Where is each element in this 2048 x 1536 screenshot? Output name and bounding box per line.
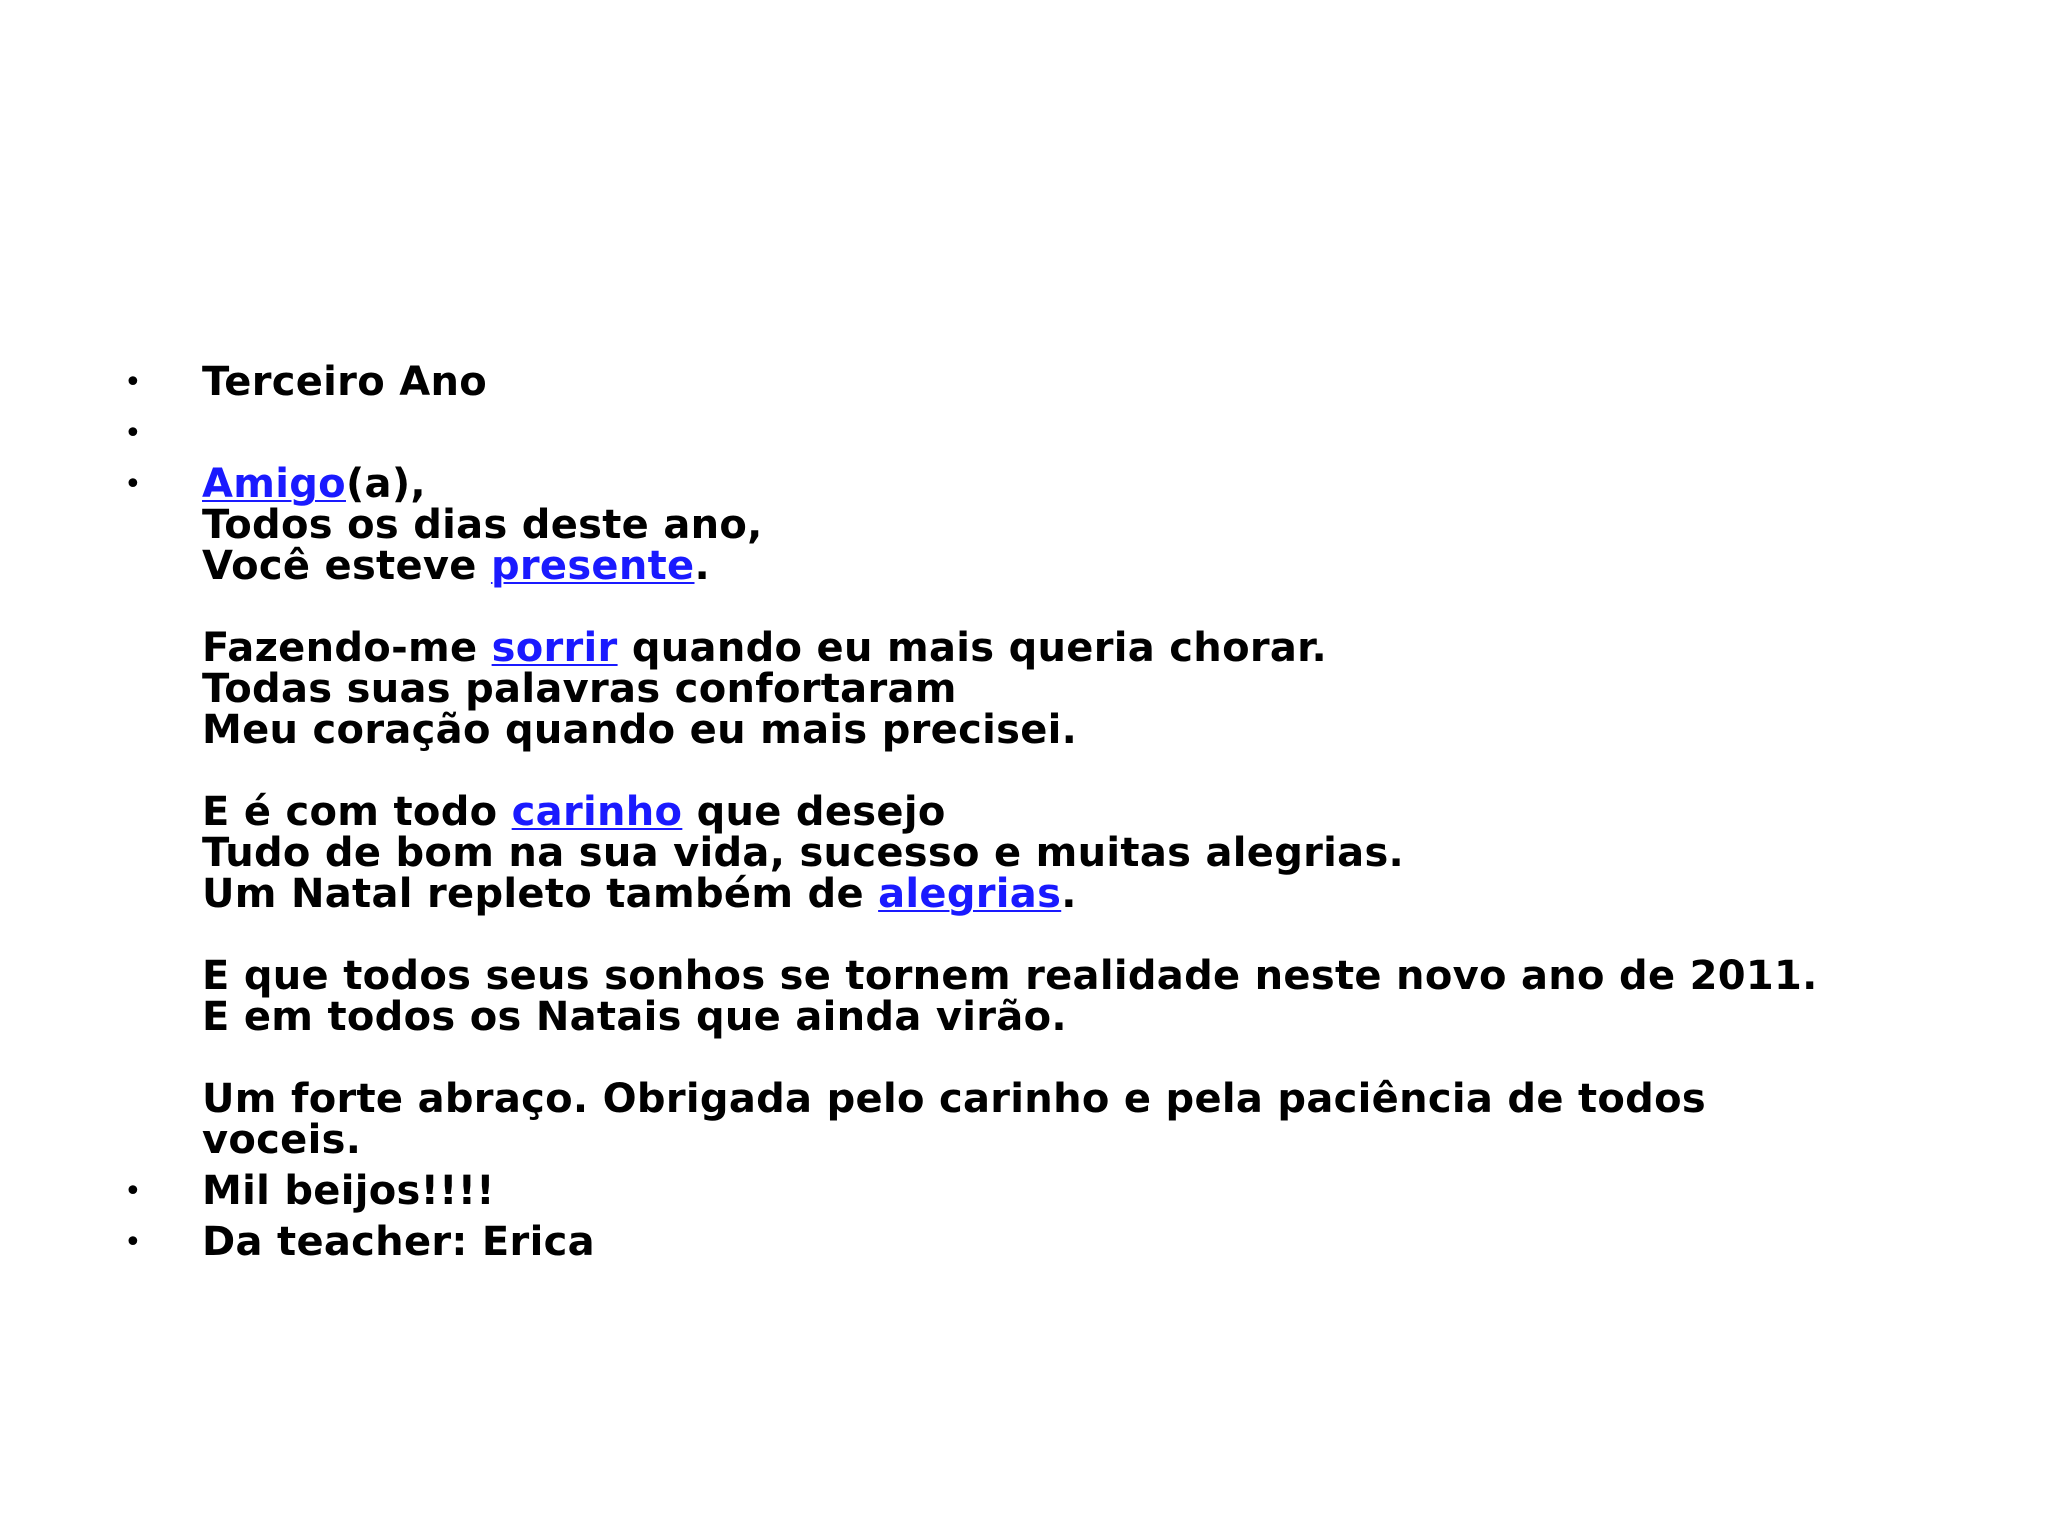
message-text: Um Natal repleto também de: [202, 871, 879, 917]
message-line: [202, 871, 1920, 917]
bullet-icon: •: [124, 1225, 142, 1260]
link-alegrias[interactable]: alegrias: [878, 871, 1062, 917]
message-text: .: [694, 543, 710, 589]
bullet-item-kisses: [120, 1168, 1920, 1214]
blank-line: [202, 915, 1920, 956]
message-line: E que todos seus sonhos se tornem realidade neste novo ano de 2011.: [202, 953, 1818, 999]
message-line: [202, 543, 1920, 589]
message-text: Você esteve: [202, 543, 491, 589]
message-line: [202, 461, 1920, 507]
message-line: Meu coração quando eu mais precisei.: [202, 707, 1078, 753]
message-text: que desejo: [682, 789, 946, 835]
message-line: E em todos os Natais que ainda virão.: [202, 994, 1067, 1040]
message-line: voceis.: [202, 1117, 362, 1163]
link-sorrir[interactable]: sorrir: [491, 625, 618, 671]
message-text: (a),: [345, 461, 426, 507]
kisses-text: Mil beijos!!!!: [202, 1168, 495, 1214]
bullet-item-title: [120, 359, 1920, 405]
bullet-icon: •: [124, 467, 142, 502]
blank-line: [202, 751, 1920, 792]
blank-line: [202, 1038, 1920, 1079]
message-line: [202, 789, 1920, 835]
bullet-item-empty: [120, 413, 1920, 454]
message-text: E é com todo: [202, 789, 512, 835]
message-line: [202, 625, 1920, 671]
bullet-item-message: [120, 461, 1920, 1163]
message-text: quando eu mais queria chorar.: [617, 625, 1327, 671]
bullet-icon: •: [124, 416, 142, 451]
link-presente[interactable]: presente: [490, 543, 695, 589]
message-line: Um forte abraço. Obrigada pelo carinho e pela paciência de todos: [202, 1076, 1707, 1122]
message-line: Todas suas palavras confortaram: [202, 666, 957, 712]
message-text: Fazendo-me: [202, 625, 492, 671]
bullet-icon: •: [124, 1174, 142, 1209]
link-amigo[interactable]: Amigo: [202, 461, 346, 507]
signature-text: Da teacher: Erica: [202, 1219, 595, 1265]
message-text: .: [1061, 871, 1077, 917]
bullet-list: [120, 359, 1920, 1265]
title-text: Terceiro Ano: [202, 359, 488, 405]
message-line: Todos os dias deste ano,: [202, 502, 763, 548]
bullet-item-signature: [120, 1219, 1920, 1265]
link-carinho[interactable]: carinho: [511, 789, 683, 835]
blank-line: [202, 587, 1920, 628]
bullet-icon: •: [124, 365, 142, 400]
message-line: Tudo de bom na sua vida, sucesso e muitas alegrias.: [202, 830, 1405, 876]
